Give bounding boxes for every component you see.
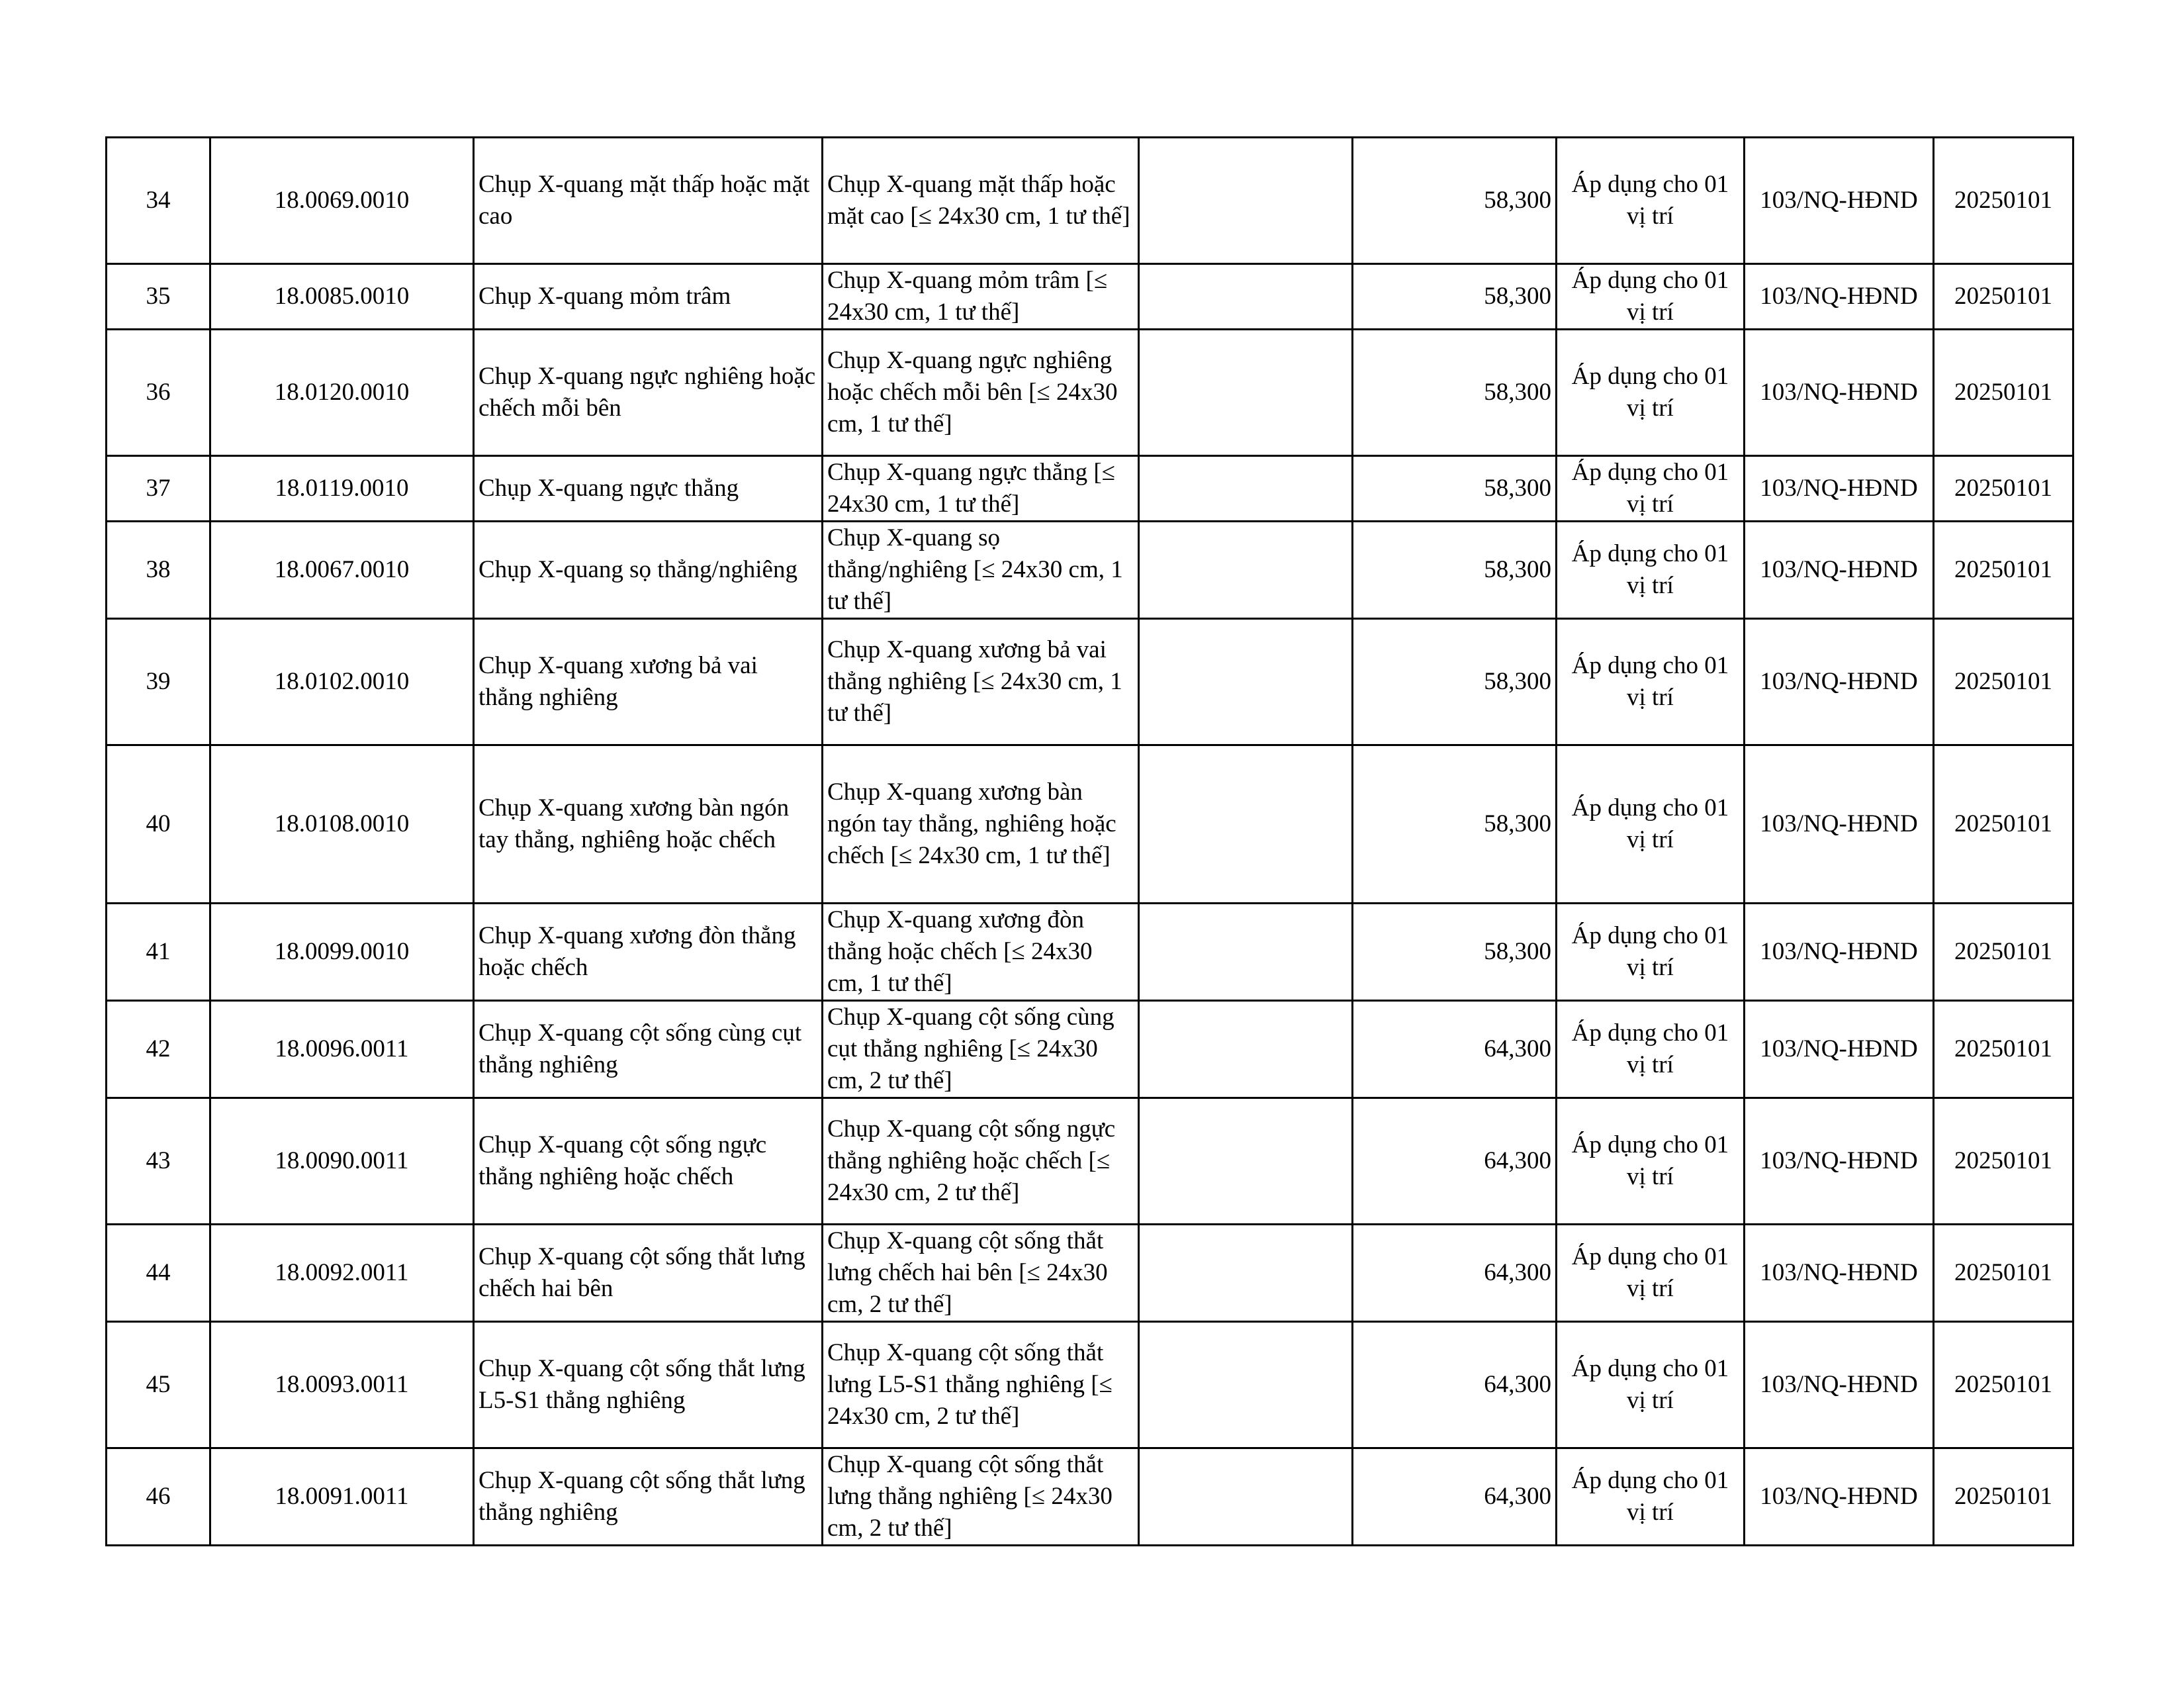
price: 58,300 <box>1353 138 1557 264</box>
table-row <box>107 1225 2073 1322</box>
service-code: 18.0108.0010 <box>210 745 474 904</box>
service-description: Chụp X-quang ngực thẳng [≤ 24x30 cm, 1 tư thế] <box>823 456 1139 522</box>
note: Áp dụng cho 01 vị trí <box>1557 1098 1745 1225</box>
price: 64,300 <box>1353 1098 1557 1225</box>
effective-date: 20250101 <box>1934 1001 2073 1098</box>
effective-date: 20250101 <box>1934 1225 2073 1322</box>
service-code: 18.0090.0011 <box>210 1098 474 1225</box>
table-row <box>107 456 2073 522</box>
service-name: Chụp X-quang cột sống cùng cụt thẳng nghiêng <box>474 1001 823 1098</box>
row-number: 42 <box>107 1001 210 1098</box>
empty-cell <box>1139 1322 1353 1448</box>
effective-date: 20250101 <box>1934 619 2073 745</box>
service-description: Chụp X-quang cột sống thắt lưng chếch hai bên [≤ 24x30 cm, 2 tư thế] <box>823 1225 1139 1322</box>
empty-cell <box>1139 138 1353 264</box>
service-code: 18.0099.0010 <box>210 904 474 1001</box>
service-description: Chụp X-quang sọ thẳng/nghiêng [≤ 24x30 cm, 1 tư thế] <box>823 522 1139 619</box>
note: Áp dụng cho 01 vị trí <box>1557 264 1745 330</box>
price: 58,300 <box>1353 619 1557 745</box>
service-code: 18.0119.0010 <box>210 456 474 522</box>
note: Áp dụng cho 01 vị trí <box>1557 1448 1745 1546</box>
effective-date: 20250101 <box>1934 1098 2073 1225</box>
resolution-number: 103/NQ-HĐND <box>1745 1001 1934 1098</box>
row-number: 40 <box>107 745 210 904</box>
table-row <box>107 522 2073 619</box>
service-name: Chụp X-quang xương bàn ngón tay thẳng, nghiêng hoặc chếch <box>474 745 823 904</box>
resolution-number: 103/NQ-HĐND <box>1745 456 1934 522</box>
effective-date: 20250101 <box>1934 264 2073 330</box>
row-number: 46 <box>107 1448 210 1546</box>
effective-date: 20250101 <box>1934 1322 2073 1448</box>
row-number: 36 <box>107 330 210 456</box>
service-name: Chụp X-quang mỏm trâm <box>474 264 823 330</box>
price: 64,300 <box>1353 1448 1557 1546</box>
row-number: 39 <box>107 619 210 745</box>
effective-date: 20250101 <box>1934 745 2073 904</box>
note: Áp dụng cho 01 vị trí <box>1557 619 1745 745</box>
empty-cell <box>1139 619 1353 745</box>
empty-cell <box>1139 745 1353 904</box>
row-number: 44 <box>107 1225 210 1322</box>
service-name: Chụp X-quang cột sống thắt lưng thẳng nghiêng <box>474 1448 823 1546</box>
service-description: Chụp X-quang mỏm trâm [≤ 24x30 cm, 1 tư thế] <box>823 264 1139 330</box>
empty-cell <box>1139 264 1353 330</box>
row-number: 35 <box>107 264 210 330</box>
note: Áp dụng cho 01 vị trí <box>1557 1322 1745 1448</box>
resolution-number: 103/NQ-HĐND <box>1745 745 1934 904</box>
service-code: 18.0091.0011 <box>210 1448 474 1546</box>
table-row <box>107 264 2073 330</box>
note: Áp dụng cho 01 vị trí <box>1557 456 1745 522</box>
effective-date: 20250101 <box>1934 330 2073 456</box>
service-name: Chụp X-quang xương bả vai thẳng nghiêng <box>474 619 823 745</box>
note: Áp dụng cho 01 vị trí <box>1557 745 1745 904</box>
empty-cell <box>1139 522 1353 619</box>
service-code: 18.0092.0011 <box>210 1225 474 1322</box>
table-row <box>107 1098 2073 1225</box>
service-description: Chụp X-quang xương đòn thẳng hoặc chếch [≤ 24x30 cm, 1 tư thế] <box>823 904 1139 1001</box>
service-description: Chụp X-quang cột sống ngực thẳng nghiêng hoặc chếch [≤ 24x30 cm, 2 tư thế] <box>823 1098 1139 1225</box>
service-name: Chụp X-quang cột sống ngực thẳng nghiêng hoặc chếch <box>474 1098 823 1225</box>
effective-date: 20250101 <box>1934 456 2073 522</box>
price: 64,300 <box>1353 1225 1557 1322</box>
service-name: Chụp X-quang mặt thấp hoặc mặt cao <box>474 138 823 264</box>
resolution-number: 103/NQ-HĐND <box>1745 904 1934 1001</box>
table-row <box>107 904 2073 1001</box>
service-description: Chụp X-quang mặt thấp hoặc mặt cao [≤ 24x30 cm, 1 tư thế] <box>823 138 1139 264</box>
empty-cell <box>1139 456 1353 522</box>
table-row <box>107 745 2073 904</box>
price-table <box>105 136 2074 1546</box>
effective-date: 20250101 <box>1934 522 2073 619</box>
service-code: 18.0085.0010 <box>210 264 474 330</box>
table-body <box>107 138 2073 1546</box>
note: Áp dụng cho 01 vị trí <box>1557 904 1745 1001</box>
table-row <box>107 1448 2073 1546</box>
service-description: Chụp X-quang cột sống thắt lưng L5-S1 thẳng nghiêng [≤ 24x30 cm, 2 tư thế] <box>823 1322 1139 1448</box>
service-code: 18.0093.0011 <box>210 1322 474 1448</box>
service-name: Chụp X-quang cột sống thắt lưng chếch hai bên <box>474 1225 823 1322</box>
resolution-number: 103/NQ-HĐND <box>1745 264 1934 330</box>
resolution-number: 103/NQ-HĐND <box>1745 1322 1934 1448</box>
service-name: Chụp X-quang xương đòn thẳng hoặc chếch <box>474 904 823 1001</box>
price: 58,300 <box>1353 264 1557 330</box>
note: Áp dụng cho 01 vị trí <box>1557 522 1745 619</box>
price: 58,300 <box>1353 330 1557 456</box>
table-row <box>107 1001 2073 1098</box>
note: Áp dụng cho 01 vị trí <box>1557 330 1745 456</box>
service-description: Chụp X-quang xương bả vai thẳng nghiêng [≤ 24x30 cm, 1 tư thế] <box>823 619 1139 745</box>
service-name: Chụp X-quang ngực thẳng <box>474 456 823 522</box>
service-code: 18.0069.0010 <box>210 138 474 264</box>
service-description: Chụp X-quang xương bàn ngón tay thẳng, nghiêng hoặc chếch [≤ 24x30 cm, 1 tư thế] <box>823 745 1139 904</box>
table-row <box>107 330 2073 456</box>
note: Áp dụng cho 01 vị trí <box>1557 138 1745 264</box>
resolution-number: 103/NQ-HĐND <box>1745 522 1934 619</box>
price: 64,300 <box>1353 1322 1557 1448</box>
resolution-number: 103/NQ-HĐND <box>1745 138 1934 264</box>
table-row <box>107 1322 2073 1448</box>
service-code: 18.0120.0010 <box>210 330 474 456</box>
service-name: Chụp X-quang cột sống thắt lưng L5-S1 thẳng nghiêng <box>474 1322 823 1448</box>
price: 58,300 <box>1353 745 1557 904</box>
row-number: 43 <box>107 1098 210 1225</box>
empty-cell <box>1139 1448 1353 1546</box>
table-row <box>107 138 2073 264</box>
resolution-number: 103/NQ-HĐND <box>1745 1225 1934 1322</box>
empty-cell <box>1139 1098 1353 1225</box>
row-number: 37 <box>107 456 210 522</box>
service-name: Chụp X-quang sọ thẳng/nghiêng <box>474 522 823 619</box>
empty-cell <box>1139 330 1353 456</box>
note: Áp dụng cho 01 vị trí <box>1557 1001 1745 1098</box>
row-number: 45 <box>107 1322 210 1448</box>
table-row <box>107 619 2073 745</box>
service-code: 18.0102.0010 <box>210 619 474 745</box>
row-number: 41 <box>107 904 210 1001</box>
service-code: 18.0096.0011 <box>210 1001 474 1098</box>
service-description: Chụp X-quang ngực nghiêng hoặc chếch mỗi bên [≤ 24x30 cm, 1 tư thế] <box>823 330 1139 456</box>
row-number: 34 <box>107 138 210 264</box>
row-number: 38 <box>107 522 210 619</box>
note: Áp dụng cho 01 vị trí <box>1557 1225 1745 1322</box>
empty-cell <box>1139 1001 1353 1098</box>
effective-date: 20250101 <box>1934 904 2073 1001</box>
service-description: Chụp X-quang cột sống thắt lưng thẳng nghiêng [≤ 24x30 cm, 2 tư thế] <box>823 1448 1139 1546</box>
service-description: Chụp X-quang cột sống cùng cụt thẳng nghiêng [≤ 24x30 cm, 2 tư thế] <box>823 1001 1139 1098</box>
price: 58,300 <box>1353 522 1557 619</box>
effective-date: 20250101 <box>1934 138 2073 264</box>
resolution-number: 103/NQ-HĐND <box>1745 619 1934 745</box>
resolution-number: 103/NQ-HĐND <box>1745 1448 1934 1546</box>
effective-date: 20250101 <box>1934 1448 2073 1546</box>
price: 58,300 <box>1353 456 1557 522</box>
empty-cell <box>1139 1225 1353 1322</box>
empty-cell <box>1139 904 1353 1001</box>
service-name: Chụp X-quang ngực nghiêng hoặc chếch mỗi bên <box>474 330 823 456</box>
resolution-number: 103/NQ-HĐND <box>1745 1098 1934 1225</box>
resolution-number: 103/NQ-HĐND <box>1745 330 1934 456</box>
price: 64,300 <box>1353 1001 1557 1098</box>
service-code: 18.0067.0010 <box>210 522 474 619</box>
price: 58,300 <box>1353 904 1557 1001</box>
